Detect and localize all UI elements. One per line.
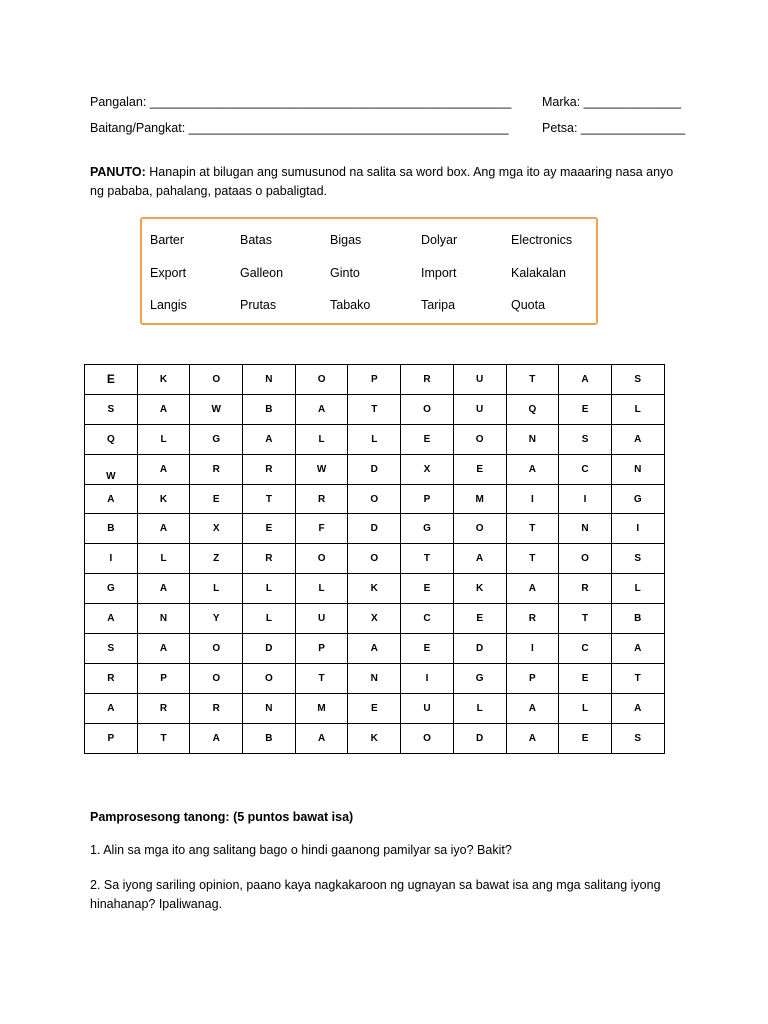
grid-cell: U [453, 394, 506, 424]
grid-cell: A [85, 604, 138, 634]
grid-cell: O [559, 544, 612, 574]
grid-cell: L [453, 693, 506, 723]
word-langis: Langis [150, 298, 187, 312]
grid-cell: Y [190, 604, 243, 634]
grid-cell: T [401, 544, 454, 574]
grid-cell: A [137, 394, 190, 424]
grid-cell: R [85, 663, 138, 693]
grid-cell: N [243, 365, 296, 395]
grid-cell: T [295, 663, 348, 693]
grid-cell: A [611, 424, 664, 454]
grid-cell: L [243, 574, 296, 604]
question-2-line2: hinahanap? Ipaliwanag. [90, 896, 223, 911]
grid-cell: B [611, 604, 664, 634]
grid-cell: R [190, 454, 243, 484]
grid-cell: A [611, 634, 664, 664]
word-bigas: Bigas [330, 233, 362, 247]
grid-cell: U [453, 365, 506, 395]
instructions-lead: PANUTO: [90, 165, 146, 179]
grid-cell: O [243, 663, 296, 693]
grid-cell: E [559, 723, 612, 753]
grid-cell: E [190, 484, 243, 514]
grid-cell: L [611, 394, 664, 424]
grid-cell: E [348, 693, 401, 723]
grid-cell: E [243, 514, 296, 544]
grid-cell: O [348, 484, 401, 514]
grid-cell: T [506, 514, 559, 544]
grid-cell: R [190, 693, 243, 723]
grid-cell: L [137, 544, 190, 574]
grid-row [85, 484, 665, 514]
grid-row [85, 604, 665, 634]
grid-cell: E [453, 604, 506, 634]
word-export: Export [150, 266, 187, 280]
grid-cell: A [137, 454, 190, 484]
grid-cell: I [559, 484, 612, 514]
grid-cell: E [401, 634, 454, 664]
name-field: Pangalan: ____________________________________________________ [90, 95, 512, 109]
grid-cell: P [348, 365, 401, 395]
grid-cell: A [506, 454, 559, 484]
grid-cell: E [85, 365, 138, 395]
grid-cell: R [243, 544, 296, 574]
grid-cell: X [401, 454, 454, 484]
grid-cell: R [243, 454, 296, 484]
grid-cell: T [559, 604, 612, 634]
instructions-text-line2: ng pababa, pahalang, pataas o pabaligtad. [90, 183, 328, 198]
grid-cell: N [506, 424, 559, 454]
grid-cell: D [453, 634, 506, 664]
grid-cell: E [401, 424, 454, 454]
grid-cell: E [559, 663, 612, 693]
grid-cell: O [295, 365, 348, 395]
grid-cell: T [506, 544, 559, 574]
grid-cell: B [85, 514, 138, 544]
grid-cell: U [401, 693, 454, 723]
grid-cell: S [85, 634, 138, 664]
grid-cell: W [85, 454, 138, 484]
grid-row [85, 663, 665, 693]
word-quota: Quota [511, 298, 546, 312]
grid-cell: P [295, 634, 348, 664]
grid-cell: O [190, 663, 243, 693]
grid-cell: K [348, 574, 401, 604]
grid-cell: A [243, 424, 296, 454]
word-kalakalan: Kalakalan [511, 266, 566, 280]
grid-row [85, 394, 665, 424]
grid-cell: N [611, 454, 664, 484]
grid-cell: G [85, 574, 138, 604]
grid-cell: U [295, 604, 348, 634]
instructions [90, 163, 690, 200]
word-electronics: Electronics [511, 233, 573, 247]
questions-heading: Pamprosesong tanong: (5 puntos bawat isa) [90, 810, 354, 824]
grid-cell: L [243, 604, 296, 634]
grid-cell: G [401, 514, 454, 544]
grid-cell: A [348, 634, 401, 664]
grid-cell: R [401, 365, 454, 395]
grid-cell: Q [85, 424, 138, 454]
grid-cell: I [506, 484, 559, 514]
grid-cell: T [348, 394, 401, 424]
grid-cell: O [190, 634, 243, 664]
grid-row [85, 514, 665, 544]
grid-row [85, 365, 665, 395]
grid-cell: A [190, 723, 243, 753]
word-import: Import [421, 266, 457, 280]
grid-cell: A [559, 365, 612, 395]
instructions-text-line1: Hanapin at bilugan ang sumusunod na salita sa word box. Ang mga ito ay maaaring nasa anyo [145, 165, 674, 179]
grid-cell: K [137, 484, 190, 514]
word-tabako: Tabako [330, 298, 371, 312]
grid-cell: A [137, 634, 190, 664]
grid-cell: T [137, 723, 190, 753]
grid-cell: A [85, 693, 138, 723]
grid-cell: L [611, 574, 664, 604]
grid-cell: N [348, 663, 401, 693]
grid-cell: P [506, 663, 559, 693]
grid-cell: S [611, 723, 664, 753]
grid-row [85, 574, 665, 604]
grid-row [85, 693, 665, 723]
grid-cell: F [295, 514, 348, 544]
grid-cell: D [348, 454, 401, 484]
grid-cell: R [295, 484, 348, 514]
grid-cell: A [85, 484, 138, 514]
grid-cell: A [506, 723, 559, 753]
grid-cell: L [559, 693, 612, 723]
grid-cell: P [85, 723, 138, 753]
word-galleon: Galleon [240, 266, 284, 280]
grid-cell: W [190, 394, 243, 424]
grid-cell: S [611, 544, 664, 574]
grid-cell: D [243, 634, 296, 664]
grid-cell: S [559, 424, 612, 454]
grid-cell: G [611, 484, 664, 514]
grid-cell: I [401, 663, 454, 693]
word-barter: Barter [150, 233, 185, 247]
grid-row [85, 544, 665, 574]
grid-cell: T [506, 365, 559, 395]
word-batas: Batas [240, 233, 272, 247]
grid-cell: O [190, 365, 243, 395]
grid-cell: R [559, 574, 612, 604]
grid-cell: Z [190, 544, 243, 574]
grid-cell: T [611, 663, 664, 693]
grid-cell: N [559, 514, 612, 544]
grid-cell: W [295, 454, 348, 484]
grid-row [85, 454, 665, 484]
grid-cell: A [137, 574, 190, 604]
grid-cell: D [348, 514, 401, 544]
grid-cell: G [453, 663, 506, 693]
word-taripa: Taripa [421, 298, 456, 312]
grid-cell: A [611, 693, 664, 723]
grid-row [85, 723, 665, 753]
word-search-grid [84, 364, 665, 754]
grid-cell: B [243, 723, 296, 753]
grid-cell: E [453, 454, 506, 484]
grid-cell: D [453, 723, 506, 753]
grid-cell: A [506, 574, 559, 604]
grid-cell: L [190, 574, 243, 604]
score-field: Marka: ______________ [542, 95, 682, 109]
word-ginto: Ginto [330, 266, 360, 280]
grid-cell: M [295, 693, 348, 723]
grid-cell: A [506, 693, 559, 723]
grid-cell: O [295, 544, 348, 574]
grid-cell: O [453, 424, 506, 454]
grid-cell: L [137, 424, 190, 454]
grid-cell: A [295, 394, 348, 424]
grid-cell: K [137, 365, 190, 395]
grid-cell: P [401, 484, 454, 514]
grid-cell: A [137, 514, 190, 544]
grid-cell: X [348, 604, 401, 634]
grid-cell: Q [506, 394, 559, 424]
date-field: Petsa: _______________ [542, 121, 686, 135]
grid-cell: N [243, 693, 296, 723]
grid-cell: X [190, 514, 243, 544]
question-2 [90, 876, 710, 913]
grid-cell: G [190, 424, 243, 454]
grid-cell: L [295, 574, 348, 604]
grid-cell: N [137, 604, 190, 634]
grid-cell: E [559, 394, 612, 424]
grid-cell: E [401, 574, 454, 604]
question-2-line1: 2. Sa iyong sariling opinion, paano kaya nagkakaroon ng ugnayan sa bawat isa ang mga salitang iyong [90, 878, 661, 892]
grid-cell: S [611, 365, 664, 395]
grid-cell: R [137, 693, 190, 723]
grid-cell: K [453, 574, 506, 604]
grid-row [85, 424, 665, 454]
grid-cell: A [295, 723, 348, 753]
word-dolyar: Dolyar [421, 233, 458, 247]
grid-cell: O [453, 514, 506, 544]
grid-cell: K [348, 723, 401, 753]
grid-cell: O [348, 544, 401, 574]
grid-cell: S [85, 394, 138, 424]
grid-cell: B [243, 394, 296, 424]
grid-cell: C [559, 634, 612, 664]
grid-cell: P [137, 663, 190, 693]
word-prutas: Prutas [240, 298, 277, 312]
word-box [140, 217, 598, 325]
grid-cell: L [295, 424, 348, 454]
grid-cell: C [401, 604, 454, 634]
grid-cell: A [453, 544, 506, 574]
question-1: 1. Alin sa mga ito ang salitang bago o hindi gaanong pamilyar sa iyo? Bakit? [90, 843, 512, 857]
grid-cell: I [85, 544, 138, 574]
grid-cell: C [559, 454, 612, 484]
grid-cell: O [401, 723, 454, 753]
grid-cell: O [401, 394, 454, 424]
grid-row [85, 634, 665, 664]
grid-cell: I [611, 514, 664, 544]
grid-cell: T [243, 484, 296, 514]
grid-cell: R [506, 604, 559, 634]
grid-cell: M [453, 484, 506, 514]
grid-cell: I [506, 634, 559, 664]
grid-cell: L [348, 424, 401, 454]
grade-section-field: Baitang/Pangkat: ______________________________________________ [90, 121, 509, 135]
